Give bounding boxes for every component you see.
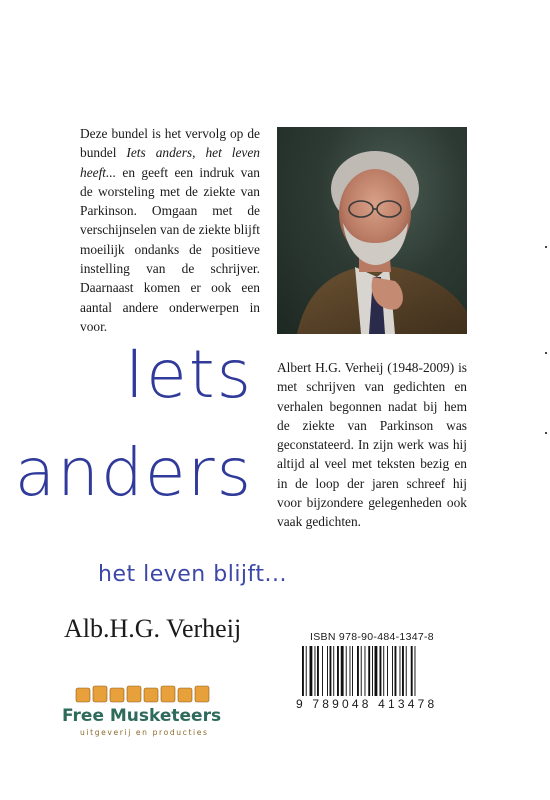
blurb-text-2: en geeft een indruk van de worsteling met de ziekte van Parkinson. Omgaan met de verschijnselen van de ziekte blijft moeilijk ondanks de positieve instelling van de schrijver. Daarnaast komen er ook een aantal andere onderwerpen in voor. (80, 164, 260, 334)
edge-mark (545, 432, 547, 434)
edge-mark (545, 352, 547, 354)
publisher-name: Free Musketeers (62, 706, 222, 726)
title-line-1: Iets (124, 336, 253, 413)
author-name: Alb.H.G. Verheij (64, 614, 242, 643)
title-line-2: anders (14, 434, 253, 511)
isbn-label: ISBN 978-90-484-1347-8 (310, 631, 434, 643)
author-portrait-image (277, 127, 467, 334)
blurb-text-1: Deze bundel is het vervolg op de bundel (80, 126, 260, 161)
publisher-icons (74, 682, 224, 704)
publisher-tagline: uitgeverij en producties (80, 728, 209, 737)
edge-mark (545, 246, 547, 248)
subtitle: het leven blijft... (98, 562, 288, 587)
blurb-book-title: Iets anders, het leven heeft... (80, 145, 261, 180)
author-photo (277, 127, 467, 334)
intro-blurb (80, 124, 260, 336)
barcode-digits: 9 789048 413478 (296, 697, 438, 711)
barcode-bars (300, 646, 460, 698)
author-bio: Albert H.G. Verheij (1948-2009) is met schrijven van gedichten en verhalen begonnen nadat bij hem de ziekte van Parkinson was geconstateerd. In zijn werk was hij altijd al veel met teksten bezig en in de loop der jaren schreef hij voor bijzondere gelegenheden ook vaak gedichten. (277, 360, 467, 530)
